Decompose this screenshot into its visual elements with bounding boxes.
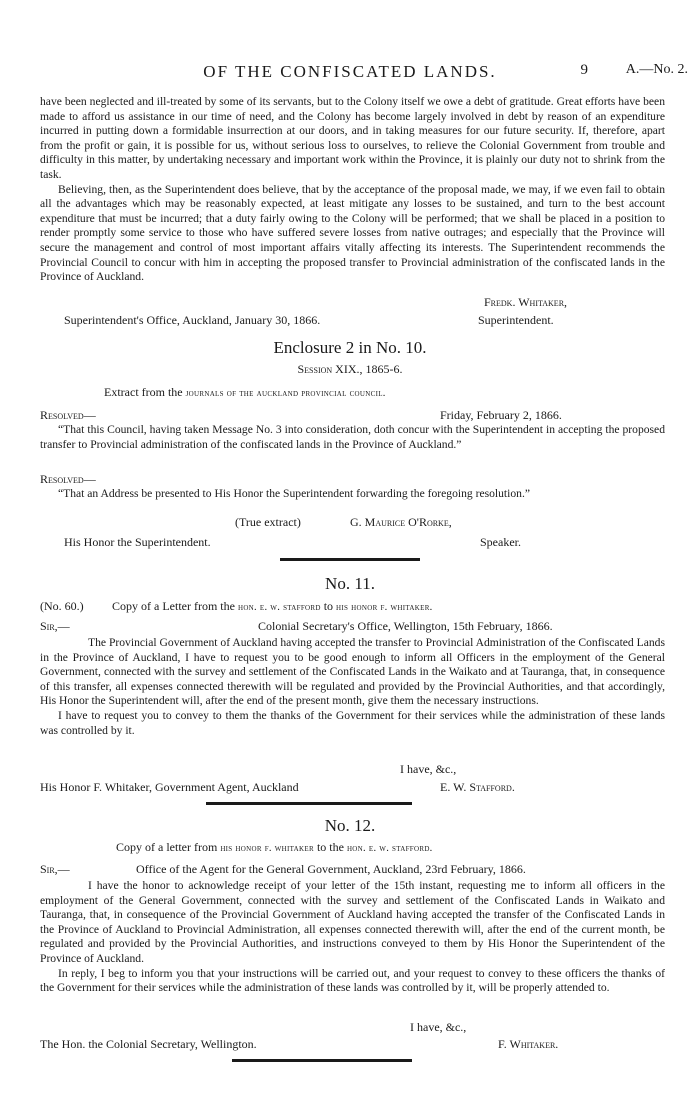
- letter-11-addressee: His Honor F. Whitaker, Government Agent, Auckland: [40, 780, 299, 794]
- enclosure-heading: Enclosure 2 in No. 10.: [273, 338, 427, 357]
- true-extract: (True extract): [235, 515, 301, 529]
- page-number: 9: [580, 62, 588, 78]
- letter-11-body: [40, 636, 665, 738]
- resolved-2-text-block: [40, 487, 665, 502]
- letter-11-title-prefix: Copy of a Letter from the: [112, 599, 235, 613]
- resolved-2-text: “That an Address be presented to His Honor the Superintendent forwarding the foregoing resolution.”: [58, 487, 530, 500]
- letter-12-paragraph-2: In reply, I beg to inform you that your instructions will be carried out, and your request to convey to these officers the thanks of the Government for their services while the administration of these lands was controlled by it, will be properly attended to.: [40, 966, 665, 995]
- letter-12-salutation-row: [40, 862, 665, 878]
- enclosure-signatory-title: Speaker.: [480, 535, 521, 549]
- section-divider: [280, 558, 420, 561]
- letter-11-from: hon. e. w. stafford: [237, 602, 321, 613]
- opening-office-date: Superintendent's Office, Auckland, January 30, 1866.: [64, 313, 321, 327]
- letter-11-paragraph-1: The Provincial Government of Auckland having accepted the transfer to Provincial Administration of the Confiscated Lands in the Province of Auckland, I have to request you to be good enough to inform all Officers in the employment of the General Government, connected with the survey and settlement of the Confiscated Lands in the Waikato and at Tauranga, that, in consequence of this transfer, all expenses connected therewith will be regulated and provided by the Provincial Authorities, and that accordingly, His Honor the Superintendent will, after the end of the present month, give them the necessary instructions.: [40, 636, 665, 708]
- letter-12-title-mid: to the: [316, 840, 344, 854]
- end-rule: [232, 1059, 412, 1062]
- enclosure-addressee-row: [40, 535, 665, 551]
- letter-12-body: [40, 879, 665, 996]
- enclosure-addressee: His Honor the Superintendent.: [64, 535, 211, 549]
- resolved-2-label: Resolved—: [40, 472, 96, 486]
- letter-11-title-row: [40, 599, 665, 615]
- letter-12-place-date: Office of the Agent for the General Government, Auckland, 23rd February, 1866.: [136, 862, 526, 876]
- letter-11-title-mid: to: [323, 599, 334, 613]
- letter-12-closing-row: [40, 1020, 665, 1036]
- true-extract-row: [40, 515, 665, 531]
- letter-11-paragraph-2: I have to request you to convey to them the thanks of the Government for their services while the administration of these lands was controlled by it.: [40, 708, 665, 737]
- resolved-1-text: “That this Council, having taken Message No. 3 into consideration, doth concur with the Superintendent in accepting the proposed transfer to Provincial administration of the confiscated lands in the Province of Auckland.”: [40, 423, 665, 451]
- opening-signatory-title: Superintendent.: [478, 313, 554, 327]
- opening-paragraph-1: have been neglected and ill-treated by some of its servants, but to the Colony itself we owe a debt of gratitude. Great efforts have been made to afford us assistance in our time of need, and the Colony has become largely involved in debt by reason of an expenditure incurred in putting down a formidable insurrection at our doors, and in taking measures for our future security. If, therefore, apart from the profit or gain, it is possible for us, without serious loss to ourselves, to relieve the Colonial Government from trouble and difficulty in this matter, by undertaking necessary and important work within the Province, it is plainly our duty not to shrink from the task.: [40, 95, 665, 181]
- resolved-1-row: [40, 408, 665, 424]
- extract-source: journals of the auckland provincial council.: [185, 388, 386, 399]
- letter-12-title-row: [40, 840, 665, 856]
- letter-11-to: his honor f. whitaker.: [336, 602, 433, 613]
- session-label: Session XIX., 1865-6.: [297, 362, 403, 376]
- resolved-1-text-block: [40, 423, 665, 452]
- letter-12-signatory: F. Whitaker.: [498, 1037, 559, 1051]
- enclosure-signatory: G. Maurice O'Rorke,: [350, 515, 452, 529]
- letter-11-closing-row: [40, 762, 665, 778]
- letter-11-signatory: E. W. Stafford.: [440, 780, 515, 794]
- opening-text: [40, 95, 665, 285]
- resolved-1-date: Friday, February 2, 1866.: [440, 408, 562, 422]
- letter-12-salutation: Sir,—: [40, 862, 70, 876]
- section-divider: [206, 802, 412, 805]
- letter-12-addressee: The Hon. the Colonial Secretary, Wellington.: [40, 1037, 257, 1051]
- resolved-2-row: [40, 472, 665, 488]
- extract-line: [40, 385, 665, 401]
- letter-12-from: his honor f. whitaker: [220, 843, 314, 854]
- opening-paragraph-2: Believing, then, as the Superintendent does believe, that by the acceptance of the proposal made, we may, if we even fail to obtain all the advantages which may be reasonably expected, at least mitigate any losses to be sustained, and turn to the best account expenditure that must be incurred; that a duty fairly owing to the Colony will be performed; that we shall be placed in a position to render promptly some service to those who have suffered severe losses from native outrages; and especially that the Province will secure the management and control of most important affairs vitally affecting its interests. The Superintendent recommends the Provincial Council to concur with him in accepting the proposed transfer to Provincial administration of the confiscated lands in the Province of Auckland.: [40, 182, 665, 284]
- opening-signatory: Fredk. Whitaker,: [484, 295, 568, 309]
- resolved-1-label: Resolved—: [40, 408, 96, 422]
- letter-11-heading: No. 11.: [325, 574, 375, 593]
- running-header: [0, 62, 700, 86]
- letter-12-title-prefix: Copy of a letter from: [116, 840, 218, 854]
- letter-11-ref: (No. 60.): [40, 599, 84, 613]
- header-title: OF THE CONFISCATED LANDS.: [203, 62, 497, 81]
- letter-12-paragraph-1: I have the honor to acknowledge receipt of your letter of the 15th instant, requesting me to inform all officers in the employment of the General Government, connected with the survey and settlement of the Confiscated Lands in Waikato and Tauranga, that, in consequence of the Provincial Government of Auckland having accepted the transfer of the Confiscated Lands in the Province of Auckland to Provincial Administration, all expenses connected therewith will, after the end of the current month, be regulated and provided by the Provincial Authorities, and instructions conveyed to them by His Honor the Superintendent of the Province of Auckland.: [40, 879, 665, 965]
- letter-12-signature-row: [40, 1037, 665, 1053]
- letter-11-closing: I have, &c.,: [400, 762, 457, 776]
- letter-12-closing: I have, &c.,: [410, 1020, 467, 1034]
- letter-11-signature-row: [40, 780, 665, 796]
- letter-11-salutation-row: [40, 619, 665, 635]
- opening-office-row: [40, 313, 665, 329]
- opening-signature-row: [40, 295, 665, 311]
- letter-12-to: hon. e. w. stafford.: [346, 843, 433, 854]
- letter-12-heading: No. 12.: [324, 816, 376, 835]
- letter-11-salutation: Sir,—: [40, 619, 70, 633]
- paper-reference: A.—No. 2.: [625, 62, 688, 77]
- letter-11-place-date: Colonial Secretary's Office, Wellington, 15th February, 1866.: [258, 619, 553, 633]
- extract-prefix: Extract from the: [104, 385, 183, 399]
